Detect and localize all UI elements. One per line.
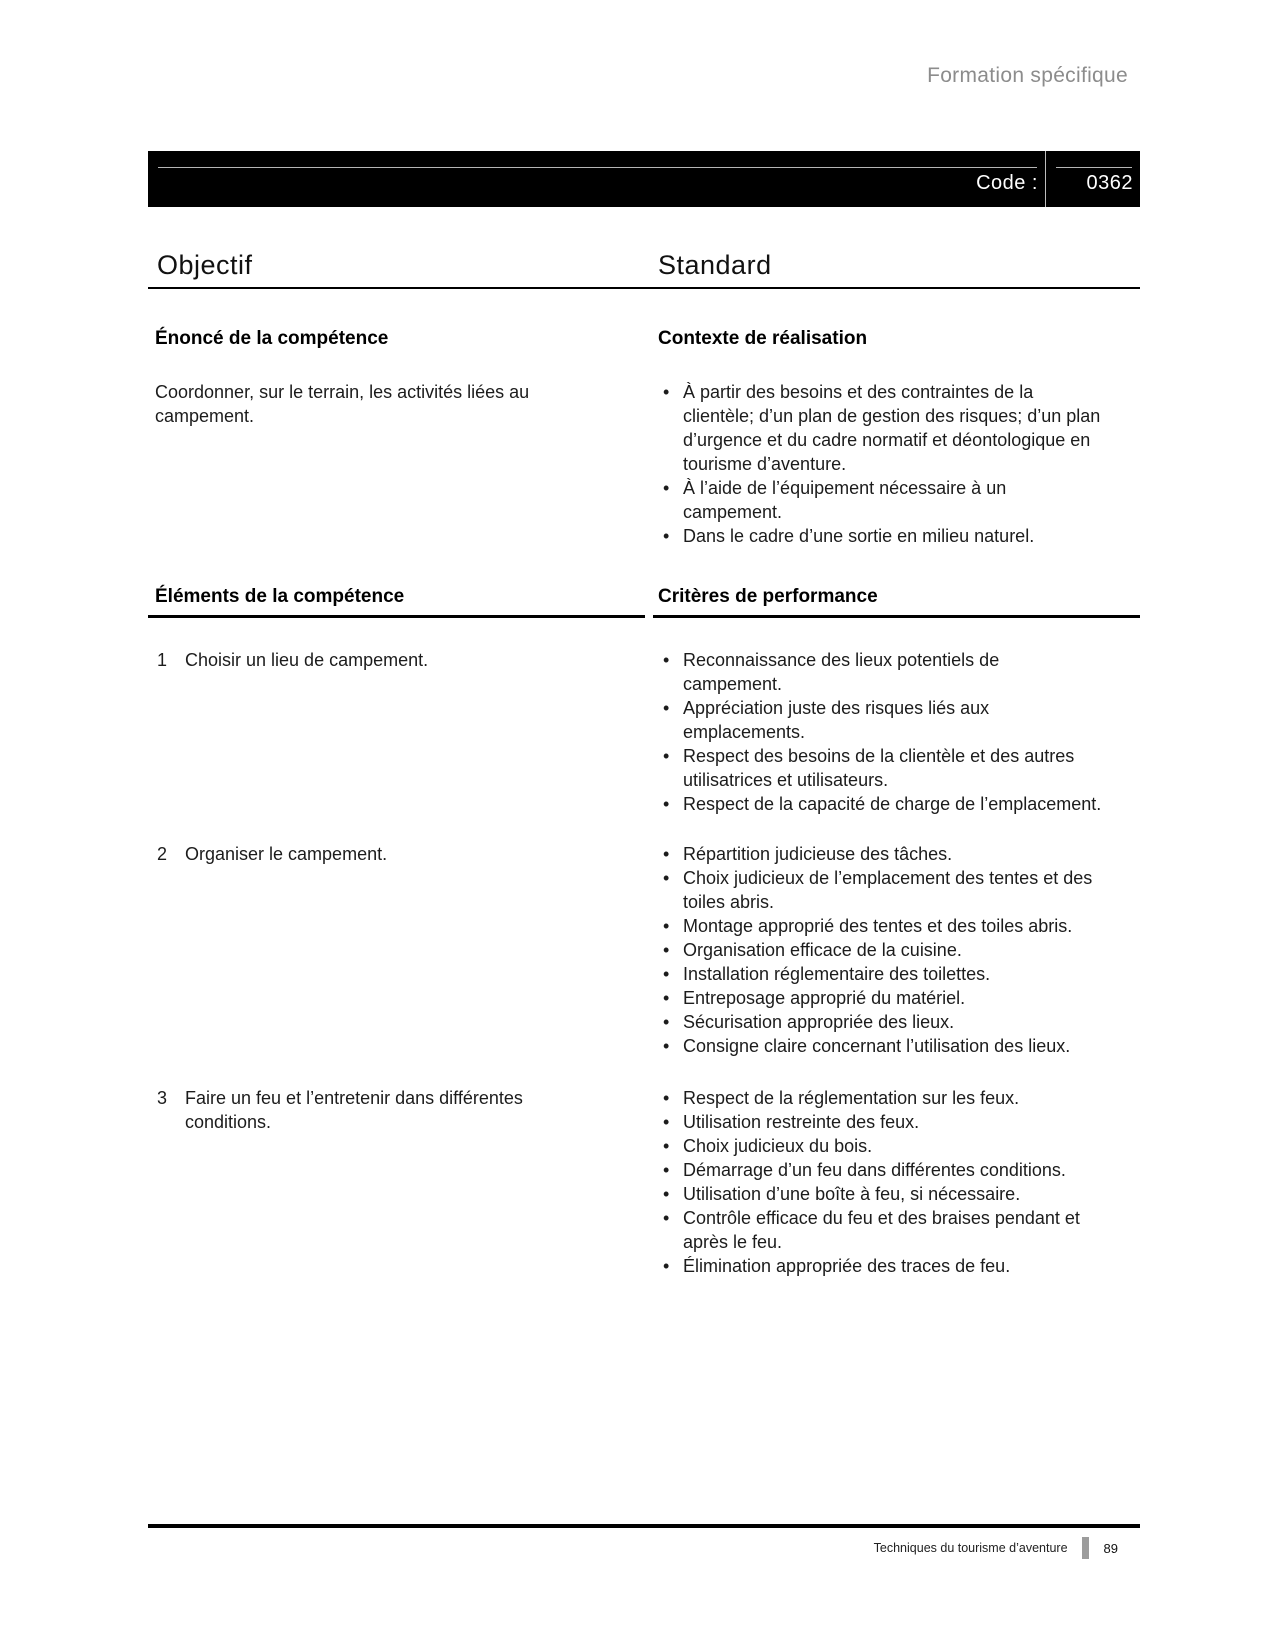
criterion-text: Sécurisation appropriée des lieux. xyxy=(683,1012,955,1032)
contexte-item xyxy=(658,476,1103,524)
criterion xyxy=(658,1254,1103,1278)
bullet-icon: • xyxy=(663,1112,670,1132)
bullet-icon: • xyxy=(663,1160,670,1180)
bullet-icon: • xyxy=(663,794,670,814)
element-cell xyxy=(148,648,658,816)
criterion xyxy=(658,744,1103,792)
bullet-icon: • xyxy=(663,916,670,936)
bullet-icon: • xyxy=(663,382,670,402)
bullet-icon: • xyxy=(663,964,670,984)
criteria-list xyxy=(658,648,1103,816)
contexte-item xyxy=(658,380,1103,476)
criterion-text: Respect de la réglementation sur les feux. xyxy=(683,1088,1020,1108)
criterion xyxy=(658,938,1103,962)
criterion-text: Utilisation d’une boîte à feu, si nécessaire. xyxy=(683,1184,1021,1204)
competence-left xyxy=(148,327,658,548)
code-bar xyxy=(148,151,1140,207)
criterion-text: Élimination appropriée des traces de feu. xyxy=(683,1256,1011,1276)
criteria-cell xyxy=(658,1086,1140,1278)
criterion xyxy=(658,842,1103,866)
element-number: 2 xyxy=(157,844,168,864)
bullet-icon: • xyxy=(663,1136,670,1156)
criterion-text: Choix judicieux de l’emplacement des tentes et des toiles abris. xyxy=(683,868,1093,912)
criterion xyxy=(658,1134,1103,1158)
criterion-text: Appréciation juste des risques liés aux emplacements. xyxy=(683,698,990,742)
element-text: Faire un feu et l’entretenir dans différentes conditions. xyxy=(185,1088,523,1132)
criterion xyxy=(658,1158,1103,1182)
bullet-icon: • xyxy=(663,746,670,766)
criterion-text: Installation réglementaire des toilettes. xyxy=(683,964,991,984)
elements-table xyxy=(148,585,1140,1278)
element-cell xyxy=(148,1086,658,1278)
bullet-icon: • xyxy=(663,1256,670,1276)
objectif-title: Objectif xyxy=(157,250,253,280)
element-text: Organiser le campement. xyxy=(185,844,388,864)
criterion-text: Contrôle efficace du feu et des braises pendant et après le feu. xyxy=(683,1208,1080,1252)
criterion-text: Respect des besoins de la clientèle et des autres utilisatrices et utilisateurs. xyxy=(683,746,1075,790)
footer-rule xyxy=(148,1524,1140,1528)
standard-title: Standard xyxy=(658,250,772,280)
enonce-body: Coordonner, sur le terrain, les activités liées au campement. xyxy=(155,382,530,426)
contexte-item-text: Dans le cadre d’une sortie en milieu naturel. xyxy=(683,526,1035,546)
bullet-icon: • xyxy=(663,1012,670,1032)
criterion xyxy=(658,866,1103,914)
footer-divider-bar xyxy=(1082,1537,1089,1559)
competence-section xyxy=(148,327,1140,548)
criteria-list xyxy=(658,842,1103,1058)
criteria-list xyxy=(658,1086,1103,1278)
criteria-cell xyxy=(658,648,1140,816)
criterion-text: Organisation efficace de la cuisine. xyxy=(683,940,962,960)
code-label: Code : xyxy=(976,172,1038,194)
criterion-text: Respect de la capacité de charge de l’emplacement. xyxy=(683,794,1102,814)
competence-right xyxy=(658,327,1140,548)
bullet-icon: • xyxy=(663,988,670,1008)
element-row xyxy=(148,1086,1140,1278)
element-cell xyxy=(148,842,658,1058)
contexte-bullet-list xyxy=(658,380,1103,548)
bullet-icon: • xyxy=(663,844,670,864)
bullet-icon: • xyxy=(663,1184,670,1204)
element-text: Choisir un lieu de campement. xyxy=(185,650,429,670)
criterion xyxy=(658,1110,1103,1134)
header-gap xyxy=(645,585,653,618)
criterion xyxy=(658,962,1103,986)
elements-table-header xyxy=(148,585,1140,618)
criterion xyxy=(658,1182,1103,1206)
criterion-text: Reconnaissance des lieux potentiels de campement. xyxy=(683,650,1000,694)
criterion xyxy=(658,1206,1103,1254)
code-bar-main xyxy=(148,151,1046,207)
criterion-text: Montage approprié des tentes et des toiles abris. xyxy=(683,916,1073,936)
code-bar-value-box xyxy=(1046,151,1140,207)
criterion-text: Utilisation restreinte des feux. xyxy=(683,1112,920,1132)
criteria-cell xyxy=(658,842,1140,1058)
criterion-text: Répartition judicieuse des tâches. xyxy=(683,844,953,864)
element-number: 1 xyxy=(157,650,168,670)
bullet-icon: • xyxy=(663,698,670,718)
criterion xyxy=(658,1034,1103,1058)
element-row xyxy=(148,842,1140,1058)
criterion-text: Démarrage d’un feu dans différentes conditions. xyxy=(683,1160,1066,1180)
criterion-text: Consigne claire concernant l’utilisation des lieux. xyxy=(683,1036,1071,1056)
criterion xyxy=(658,914,1103,938)
running-header: Formation spécifique xyxy=(927,64,1128,87)
criterion-text: Choix judicieux du bois. xyxy=(683,1136,873,1156)
bullet-icon: • xyxy=(663,650,670,670)
contexte-item-text: À l’aide de l’équipement nécessaire à un campement. xyxy=(683,478,1007,522)
contexte-heading: Contexte de réalisation xyxy=(658,328,868,349)
footer-program-label: Techniques du tourisme d’aventure xyxy=(873,1541,1068,1555)
code-bar-rule xyxy=(158,167,1037,168)
element-row xyxy=(148,648,1140,816)
elements-heading: Éléments de la compétence xyxy=(148,585,645,618)
bullet-icon: • xyxy=(663,526,670,546)
code-bar-rule xyxy=(1056,167,1132,168)
bullet-icon: • xyxy=(663,1208,670,1228)
bullet-icon: • xyxy=(663,1036,670,1056)
criterion xyxy=(658,1010,1103,1034)
bullet-icon: • xyxy=(663,868,670,888)
criterion xyxy=(658,1086,1103,1110)
footer xyxy=(148,1535,1140,1561)
criterion xyxy=(658,696,1103,744)
contexte-item-text: À partir des besoins et des contraintes de la clientèle; d’un plan de gestion des risques; d’un plan d’urgence et du cadre normatif et déontologique en tourisme d’aventure. xyxy=(683,382,1101,474)
contexte-item xyxy=(658,524,1103,548)
code-value: 0362 xyxy=(1086,172,1133,194)
element-number: 3 xyxy=(157,1088,168,1108)
criterion xyxy=(658,792,1103,816)
criteres-heading: Critères de performance xyxy=(653,585,1140,618)
criterion-text: Entreposage approprié du matériel. xyxy=(683,988,966,1008)
footer-page-number: 89 xyxy=(1103,1540,1118,1556)
enonce-heading: Énoncé de la compétence xyxy=(155,328,389,349)
elements-rows xyxy=(148,648,1140,1278)
bullet-icon: • xyxy=(663,940,670,960)
criterion xyxy=(658,648,1103,696)
criterion xyxy=(658,986,1103,1010)
column-titles xyxy=(148,250,1140,289)
bullet-icon: • xyxy=(663,478,670,498)
bullet-icon: • xyxy=(663,1088,670,1108)
